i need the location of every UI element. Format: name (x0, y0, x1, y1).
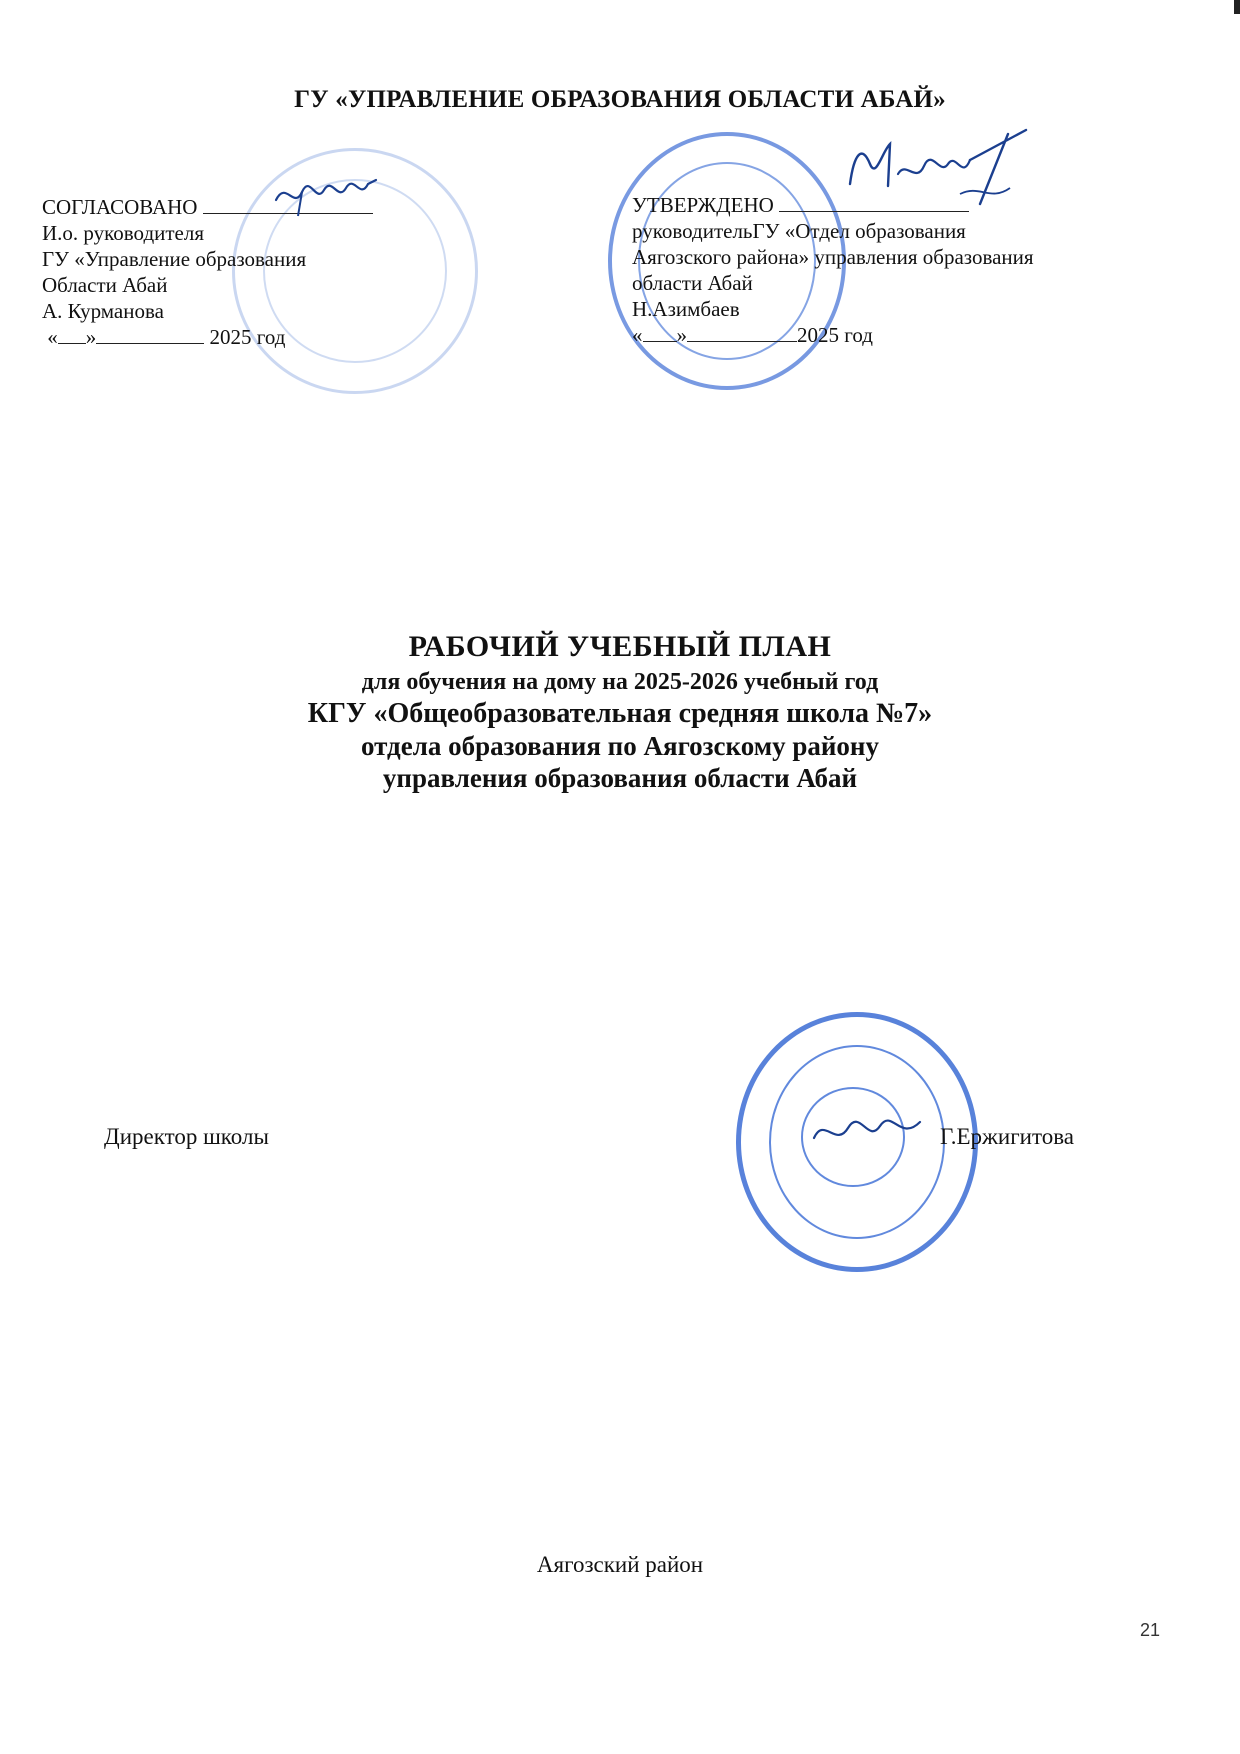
date-year: 2025 год (797, 323, 873, 347)
approval-block-approved (632, 192, 1152, 348)
agreed-heading-line (42, 194, 482, 220)
document-title: РАБОЧИЙ УЧЕБНЫЙ ПЛАН (408, 630, 832, 663)
title-line-2: КГУ «Общеобразовательная средняя школа №7» (307, 698, 933, 729)
agreed-date-line (42, 324, 482, 350)
title-line-1: для обучения на дому на 2025-2026 учебный год (361, 669, 879, 695)
approved-date-line (632, 322, 1152, 348)
city-label: Аягозский район (536, 1552, 704, 1577)
signature-director-icon (808, 1108, 928, 1154)
approval-block-agreed (42, 194, 482, 350)
date-quote-open: « (632, 323, 643, 347)
date-day-blank (58, 325, 86, 344)
page-number: 21 (1140, 1620, 1161, 1640)
scan-edge-mark (1234, 0, 1240, 14)
date-month-blank (96, 325, 204, 344)
date-year: 2025 год (209, 325, 286, 349)
signature-left-icon (272, 170, 382, 220)
approved-name: Н.Азимбаев (632, 297, 740, 321)
agreed-position: И.о. руководителя (42, 221, 205, 245)
date-month-blank (687, 323, 797, 342)
agreed-org-line-1: ГУ «Управление образования (42, 247, 307, 271)
date-day-blank (643, 323, 677, 342)
date-quote-open: « (47, 325, 58, 349)
agreed-org-line-2: Области Абай (42, 273, 168, 297)
agreed-name: А. Курманова (42, 299, 164, 323)
title-line-4: управления образования области Абай (382, 763, 858, 793)
signature-right-icon (840, 124, 1040, 214)
approved-org-line-2: области Абай (632, 271, 753, 295)
director-name: Г.Ержигитова (940, 1124, 1074, 1149)
director-role: Директор школы (104, 1124, 269, 1149)
approved-org-line-1: Аягозского района» управления образования (632, 245, 1034, 269)
document-title-block (0, 628, 1240, 794)
date-quote-close: » (676, 323, 687, 347)
organization-header: ГУ «УПРАВЛЕНИЕ ОБРАЗОВАНИЯ ОБЛАСТИ АБАЙ» (294, 86, 946, 113)
date-quote-close: » (85, 325, 97, 349)
agreed-heading: СОГЛАСОВАНО (42, 195, 198, 219)
title-line-3: отдела образования по Аягозскому району (361, 731, 879, 761)
approved-position: руководительГУ «Отдел образования (632, 219, 966, 243)
approved-heading: УТВЕРЖДЕНО (632, 193, 774, 217)
